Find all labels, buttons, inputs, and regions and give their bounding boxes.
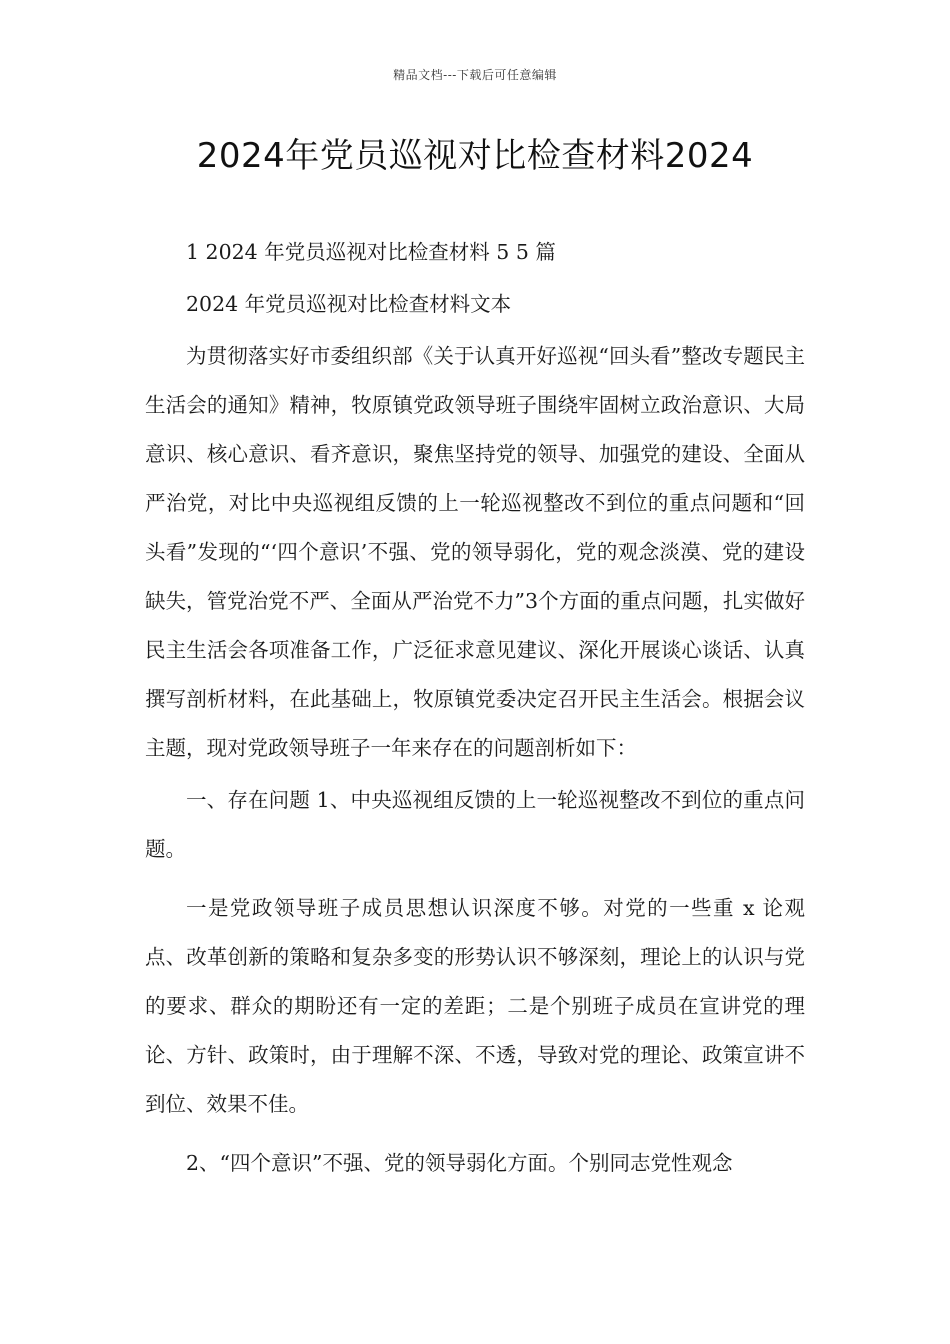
document-body xyxy=(145,228,805,1191)
paragraph-heading: 2024 年党员巡视对比检查材料文本 xyxy=(186,292,512,316)
paragraph-issue-1: 一是党政领导班子成员思想认识深度不够。对党的一些重 x 论观点、改革创新的策略和复杂多变的形势认识不够深刻，理论上的认识与党的要求、群众的期盼还有一定的差距；二是个别班子成员在宣讲党的理论、方针、政策时，由于理解不深、不透，导致对党的理论、政策宣讲不到位、效果不佳。 xyxy=(145,896,805,1116)
paragraph-intro: 为贯彻落实好市委组织部《关于认真开好巡视“回头看”整改专题民主生活会的通知》精神，牧原镇党政领导班子围绕牢固树立政治意识、大局意识、核心意识、看齐意识，聚焦坚持党的领导、加强党的建设、全面从严治党，对比中央巡视组反馈的上一轮巡视整改不到位的重点问题和“回头看”发现的“‘四个意识’不强、党的领导弱化，党的观念淡漠、党的建设缺失，管党治党不严、全面从严治党不力”3个方面的重点问题，扎实做好民主生活会各项准备工作，广泛征求意见建议、深化开展谈心谈话、认真撰写剖析材料，在此基础上，牧原镇党委决定召开民主生活会。根据会议主题，现对党政领导班子一年来存在的问题剖析如下： xyxy=(145,344,805,760)
paragraph-issue-2: 2、“四个意识”不强、党的领导弱化方面。个别同志党性观念 xyxy=(186,1151,733,1175)
document-title: 2024年党员巡视对比检查材料2024 xyxy=(196,136,754,176)
header-note: 精品文档---下载后可任意编辑 xyxy=(393,68,557,82)
paragraph-subtitle: 1 2024 年党员巡视对比检查材料 5 5 篇 xyxy=(186,240,556,264)
paragraph-section-1: 一、存在问题 1、中央巡视组反馈的上一轮巡视整改不到位的重点问题。 xyxy=(145,788,805,861)
